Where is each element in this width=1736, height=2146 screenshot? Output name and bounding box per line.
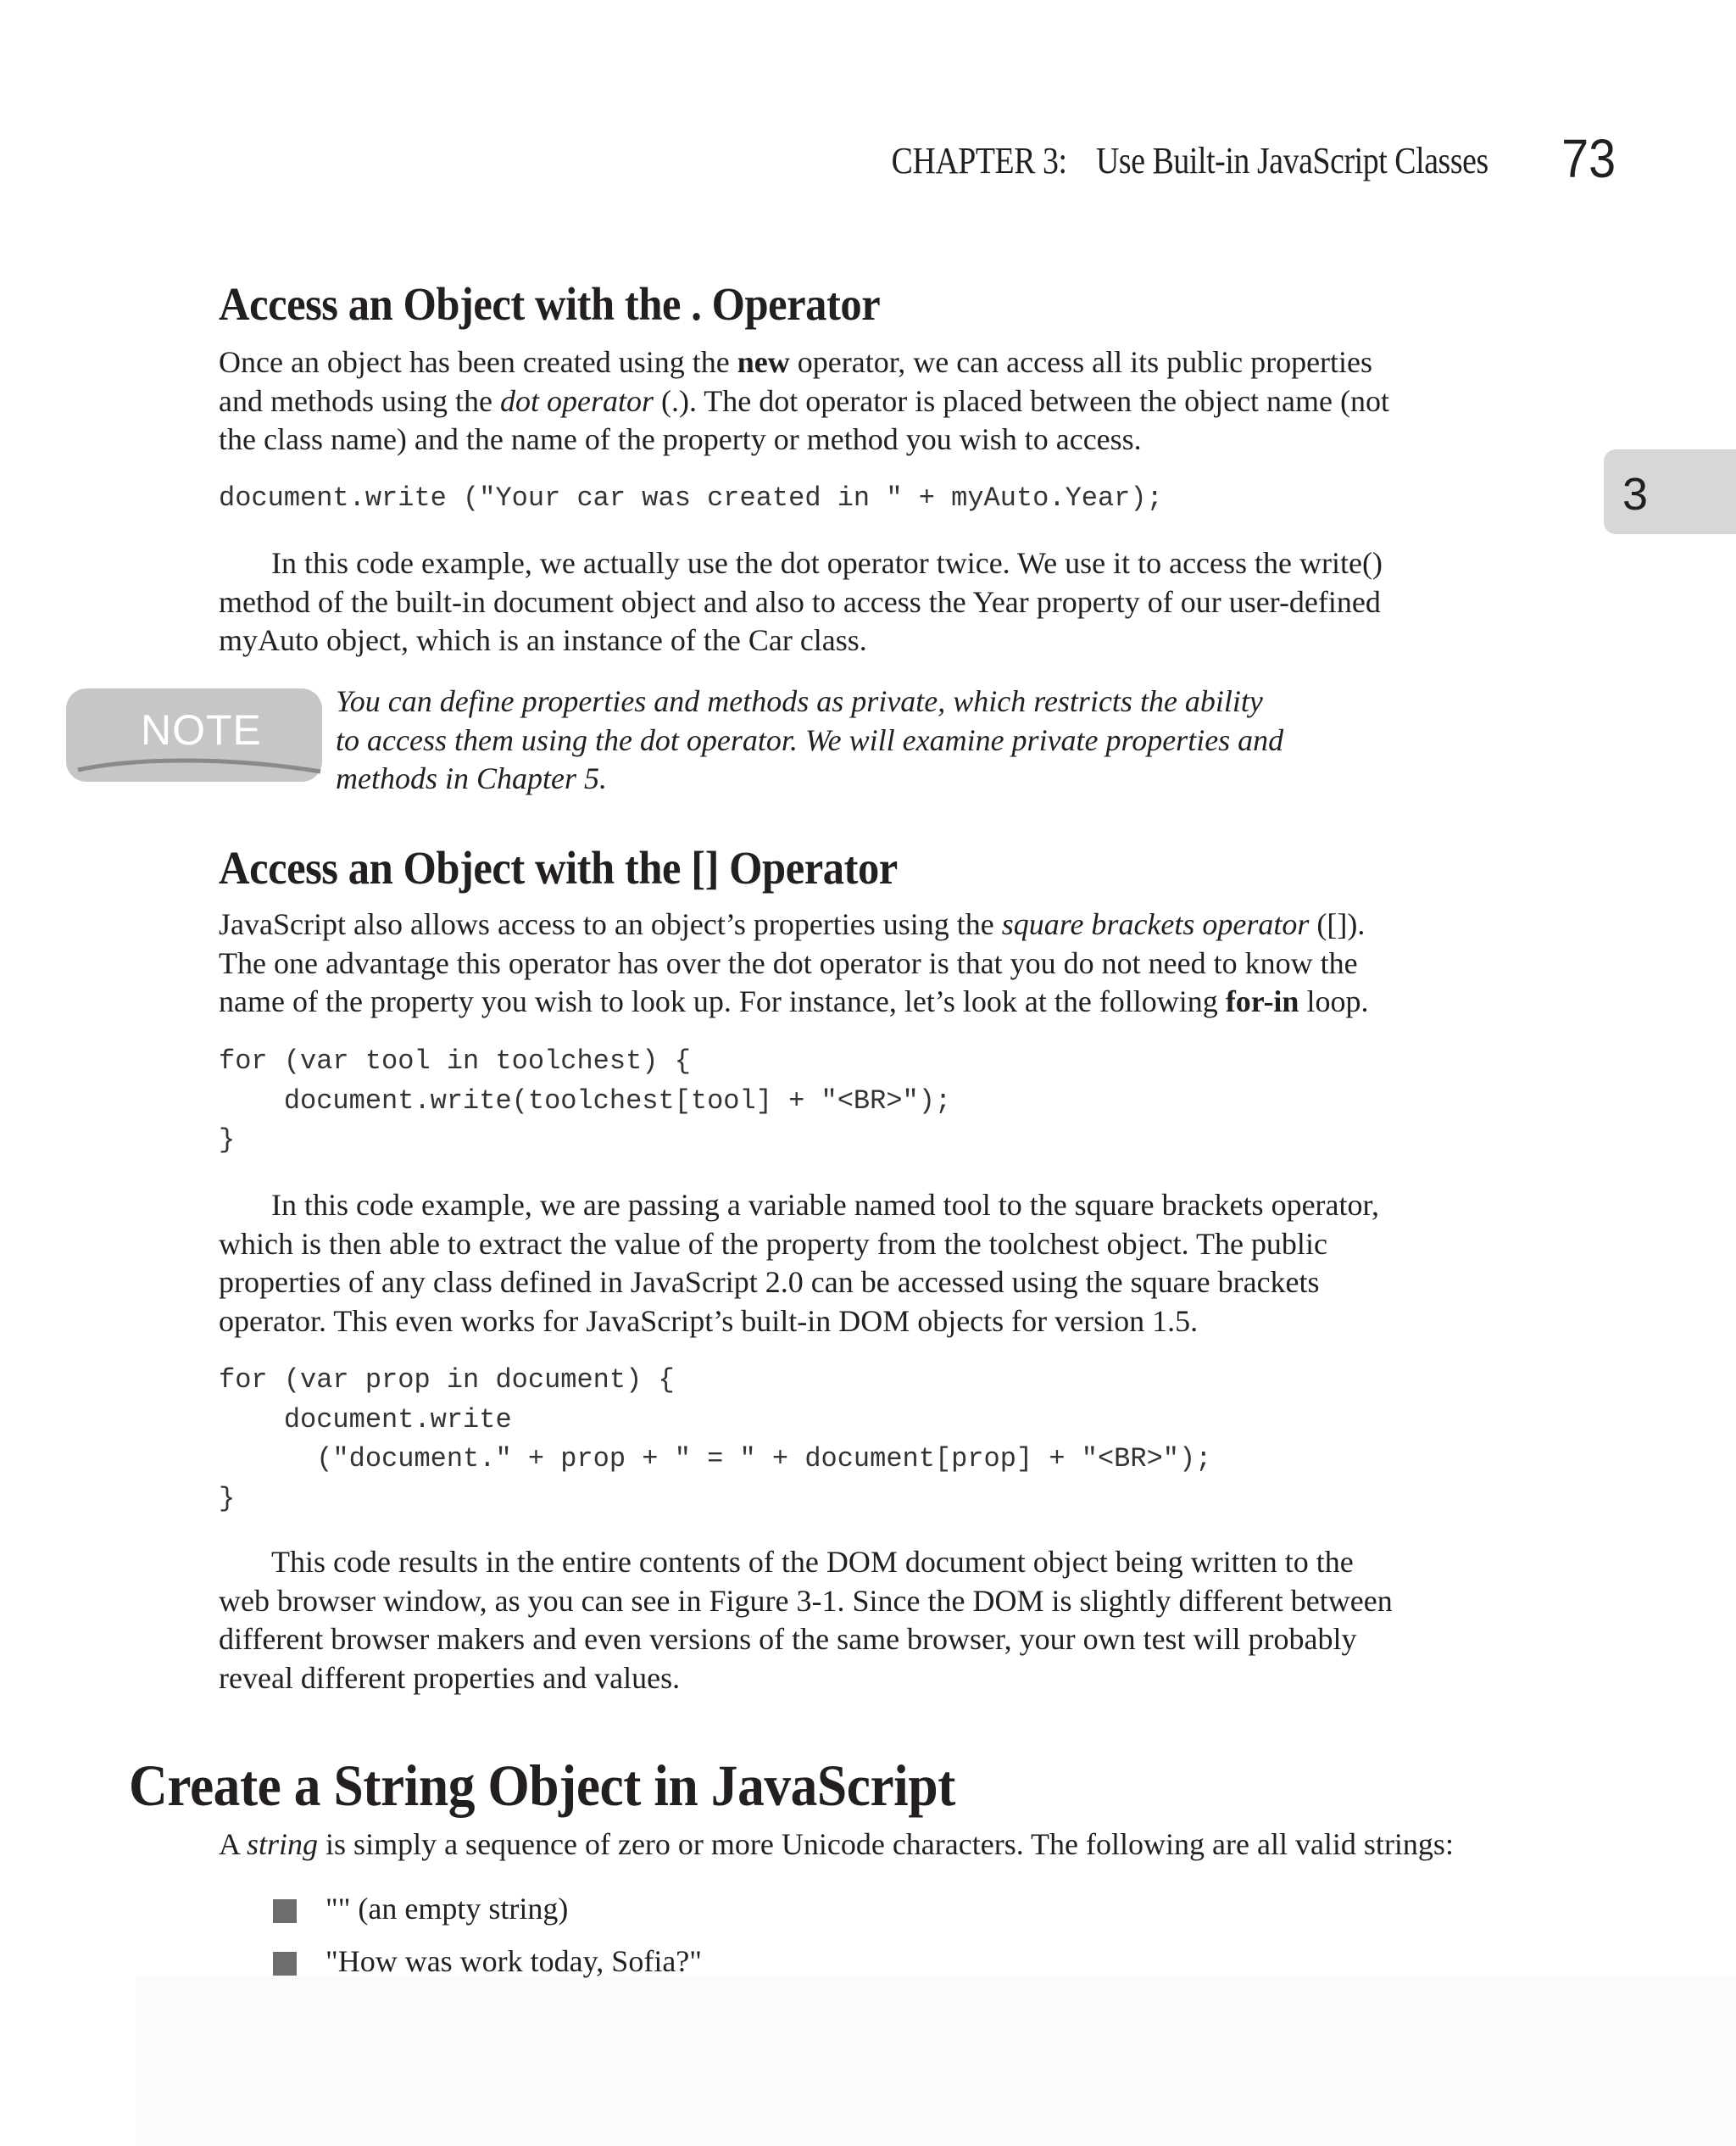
note-text [336, 683, 1438, 799]
code-block-for-in-document: for (var prop in document) { document.write ("document." + prop + " = " + document[prop] + "<BR>"); } [219, 1364, 1212, 1514]
section1-paragraph-2 [219, 544, 1490, 661]
text-line: method of the built-in document object and also to access the Year property of our user-defined [219, 584, 1381, 619]
text: operator, we can access all its public properties [789, 345, 1373, 379]
text: loop. [1299, 984, 1369, 1018]
chapter-thumb-tab [1604, 449, 1736, 534]
chapter-label: CHAPTER 3: [891, 140, 1067, 181]
text-line: In this code example, we actually use the dot operator twice. We use it to access the write() [271, 546, 1383, 580]
note-line: You can define properties and methods as private, which restricts the ability [336, 684, 1263, 718]
keyword-for-in: for-in [1225, 984, 1299, 1018]
keyword-new: new [737, 345, 790, 379]
section-heading-dot-operator: Access an Object with the . Operator [219, 278, 881, 330]
section2-paragraph-3 [219, 1543, 1490, 1697]
chapter-thumb-number: 3 [1622, 469, 1649, 520]
text: A [219, 1827, 248, 1861]
text-line: The one advantage this operator has over the dot operator is that you do not need to know the [219, 945, 1358, 980]
section1-paragraph-1 [219, 343, 1490, 460]
section-heading-string-object: Create a String Object in JavaScript [129, 1753, 955, 1818]
text-line: web browser window, as you can see in Figure 3-1. Since the DOM is slightly different between [219, 1583, 1393, 1618]
text: name of the property you wish to look up. For instance, let’s look at the following [219, 984, 1226, 1018]
text-line: In this code example, we are passing a variable named tool to the square brackets operator, [271, 1188, 1380, 1222]
code-block-for-in-toolchest: for (var tool in toolchest) { document.write(toolchest[tool] + "<BR>"); } [219, 1045, 952, 1156]
page-number: 73 [1561, 128, 1616, 189]
text-line: the class name) and the name of the property or method you wish to access. [219, 422, 1142, 456]
note-line: to access them using the dot operator. We will examine private properties and [336, 722, 1284, 757]
section2-paragraph-2 [219, 1186, 1490, 1341]
text: (.). The dot operator is placed between the object name (not [653, 383, 1389, 418]
bullet-item: "How was work today, Sofia?" [326, 1944, 702, 1978]
running-header [814, 127, 1616, 195]
note-badge [66, 688, 322, 782]
note-label: NOTE [141, 706, 262, 754]
text-line: reveal different properties and values. [219, 1660, 681, 1695]
text-line: properties of any class defined in JavaScript 2.0 can be accessed using the square brackets [219, 1265, 1320, 1299]
section3-paragraph-1 [219, 1825, 1490, 1865]
term-string: string [247, 1827, 319, 1861]
term-dot-operator: dot operator [499, 383, 654, 418]
page-background-shade [136, 1976, 1736, 2146]
text-line: operator. This even works for JavaScript’s built-in DOM objects for version 1.5. [219, 1303, 1199, 1338]
text-line: which is then able to extract the value of the property from the toolchest object. The public [219, 1226, 1327, 1261]
text: is simply a sequence of zero or more Unicode characters. The following are all valid strings: [318, 1827, 1454, 1861]
bullet-item: "" (an empty string) [326, 1892, 569, 1926]
text-line: myAuto object, which is an instance of the Car class. [219, 623, 867, 657]
bullet-marker [273, 1952, 297, 1976]
section-heading-bracket-operator: Access an Object with the [] Operator [219, 842, 898, 894]
section2-paragraph-1 [219, 906, 1490, 1022]
term-square-brackets: square brackets operator [1001, 907, 1310, 941]
code-block-dot-operator: document.write ("Your car was created in " + myAuto.Year); [219, 482, 1163, 514]
bullet-marker [273, 1899, 297, 1923]
text: and methods using the [219, 383, 500, 418]
note-line: methods in Chapter 5. [336, 761, 607, 795]
text: Once an object has been created using the [219, 345, 737, 379]
text: ([]). [1309, 907, 1366, 941]
text: JavaScript also allows access to an object’s properties using the [219, 907, 1002, 941]
chapter-name: Use Built-in JavaScript Classes [1096, 140, 1488, 181]
text-line: This code results in the entire contents of the DOM document object being written to the [271, 1545, 1354, 1579]
chapter-title [892, 139, 1488, 182]
text-line: different browser makers and even versions of the same browser, your own test will probably [219, 1622, 1357, 1656]
